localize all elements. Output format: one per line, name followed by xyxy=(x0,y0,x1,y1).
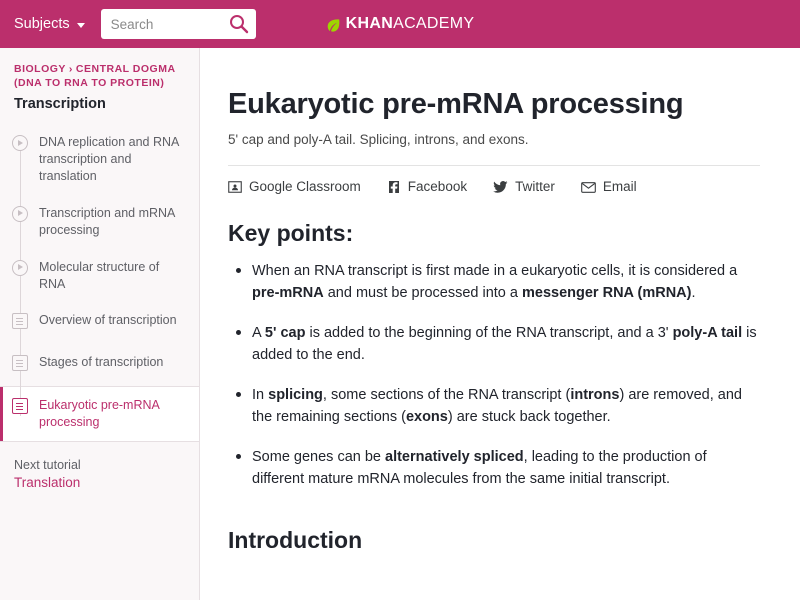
sidebar-item-label: Molecular structure of RNA xyxy=(39,259,160,291)
search-box[interactable] xyxy=(101,9,256,39)
kp-text: , some sections of the RNA transcript ( xyxy=(322,386,571,403)
key-points-list xyxy=(228,260,760,491)
list-item xyxy=(250,384,760,429)
article-icon xyxy=(12,355,28,371)
share-label: Twitter xyxy=(515,179,555,194)
kp-text: When an RNA transcript is first made in a eukaryotic cells, it is considered a xyxy=(252,263,738,279)
share-twitter-button[interactable] xyxy=(493,179,555,194)
breadcrumb-item-biology[interactable]: BIOLOGY xyxy=(14,63,66,75)
kp-text: . xyxy=(691,285,696,302)
share-label: Email xyxy=(602,179,637,194)
chevron-down-icon xyxy=(77,23,85,28)
list-item xyxy=(250,446,760,491)
breadcrumb-item-central-dogma[interactable]: CENTRAL DOGMA (DNA TO RNA TO PROTEIN) xyxy=(14,63,176,90)
article-icon xyxy=(12,398,28,414)
play-icon xyxy=(12,135,28,151)
khan-academy-logo[interactable] xyxy=(326,15,475,33)
sidebar-item-stages-of-transcription[interactable] xyxy=(0,344,199,386)
kp-text: Some genes can be xyxy=(252,448,386,465)
sidebar-item-dna-replication[interactable] xyxy=(0,124,199,195)
share-google-classroom-button[interactable] xyxy=(228,179,361,194)
subjects-label: Subjects xyxy=(14,16,70,32)
article-icon xyxy=(12,313,28,329)
leaf-icon xyxy=(326,18,341,33)
article-content xyxy=(200,48,800,600)
sidebar-item-label: Eukaryotic pre-mRNA processing xyxy=(39,398,160,430)
list-item xyxy=(250,322,760,367)
subjects-menu-button[interactable] xyxy=(14,16,85,32)
sidebar-item-label: Stages of transcription xyxy=(39,355,164,370)
page-title: Eukaryotic pre-mRNA processing xyxy=(228,88,684,120)
play-icon xyxy=(12,260,28,276)
tutorial-nav-list xyxy=(0,124,199,442)
kp-text-bold: 5' cap xyxy=(264,324,306,341)
share-label: Facebook xyxy=(407,179,468,194)
kp-text-bold: exons xyxy=(405,409,448,426)
kp-text: is added to the end. xyxy=(252,324,757,364)
logo-academy-text: ACADEMY xyxy=(393,15,475,32)
twitter-icon xyxy=(493,180,508,194)
kp-text-bold: poly-A tail xyxy=(672,324,743,341)
kp-text: , leading to the production of different mature mRNA molecules from the same initial transcript. xyxy=(252,448,707,488)
key-points-heading: Key points: xyxy=(228,220,354,246)
search-icon[interactable] xyxy=(228,13,250,35)
site-header xyxy=(0,0,800,48)
email-icon xyxy=(581,180,596,194)
google-classroom-icon xyxy=(228,180,242,194)
sidebar-item-transcription-mrna[interactable] xyxy=(0,195,199,249)
kp-text: ) are removed, and the remaining sections ( xyxy=(252,386,742,426)
nav-connector-line xyxy=(20,142,22,416)
logo-khan-text: KHAN xyxy=(345,15,394,32)
breadcrumb xyxy=(0,62,199,90)
kp-text: ) are stuck back together. xyxy=(447,409,611,426)
introduction-heading: Introduction xyxy=(228,526,363,553)
share-label: Google Classroom xyxy=(249,179,361,194)
share-row xyxy=(228,165,760,194)
sidebar-item-label: Overview of transcription xyxy=(39,313,177,328)
share-facebook-button[interactable] xyxy=(387,179,467,194)
next-tutorial-link[interactable]: Translation xyxy=(14,475,81,491)
kp-text: is added to the beginning of the RNA transcript, and a 3' xyxy=(305,324,673,341)
kp-text-bold: pre-mRNA xyxy=(252,285,324,302)
kp-text-bold: messenger RNA (mRNA) xyxy=(522,285,692,302)
breadcrumb-separator-icon: › xyxy=(68,63,73,75)
sidebar-item-overview-of-transcription[interactable] xyxy=(0,302,199,344)
kp-text: A xyxy=(252,324,265,341)
next-tutorial-label: Next tutorial xyxy=(14,458,81,473)
kp-text-bold: introns xyxy=(570,386,620,403)
kp-text-bold: alternatively spliced xyxy=(385,448,524,465)
sidebar-item-label: Transcription and mRNA processing xyxy=(39,205,175,237)
sidebar-item-label: DNA replication and RNA transcription and translation xyxy=(39,135,179,184)
sidebar-title: Transcription xyxy=(14,96,106,113)
facebook-icon xyxy=(387,180,401,194)
kp-text: and must be processed into a xyxy=(323,285,522,302)
tutorial-sidebar xyxy=(0,48,200,600)
list-item xyxy=(250,260,760,305)
next-tutorial xyxy=(0,442,199,490)
article-subtitle: 5' cap and poly-A tail. Splicing, introns, and exons. xyxy=(228,132,529,147)
sidebar-item-molecular-structure-rna[interactable] xyxy=(0,249,199,303)
sidebar-item-eukaryotic-pre-mrna-processing[interactable] xyxy=(0,386,199,442)
play-icon xyxy=(12,206,28,222)
share-email-button[interactable] xyxy=(581,179,637,194)
kp-text-bold: splicing xyxy=(268,386,323,403)
kp-text: In xyxy=(252,386,269,403)
